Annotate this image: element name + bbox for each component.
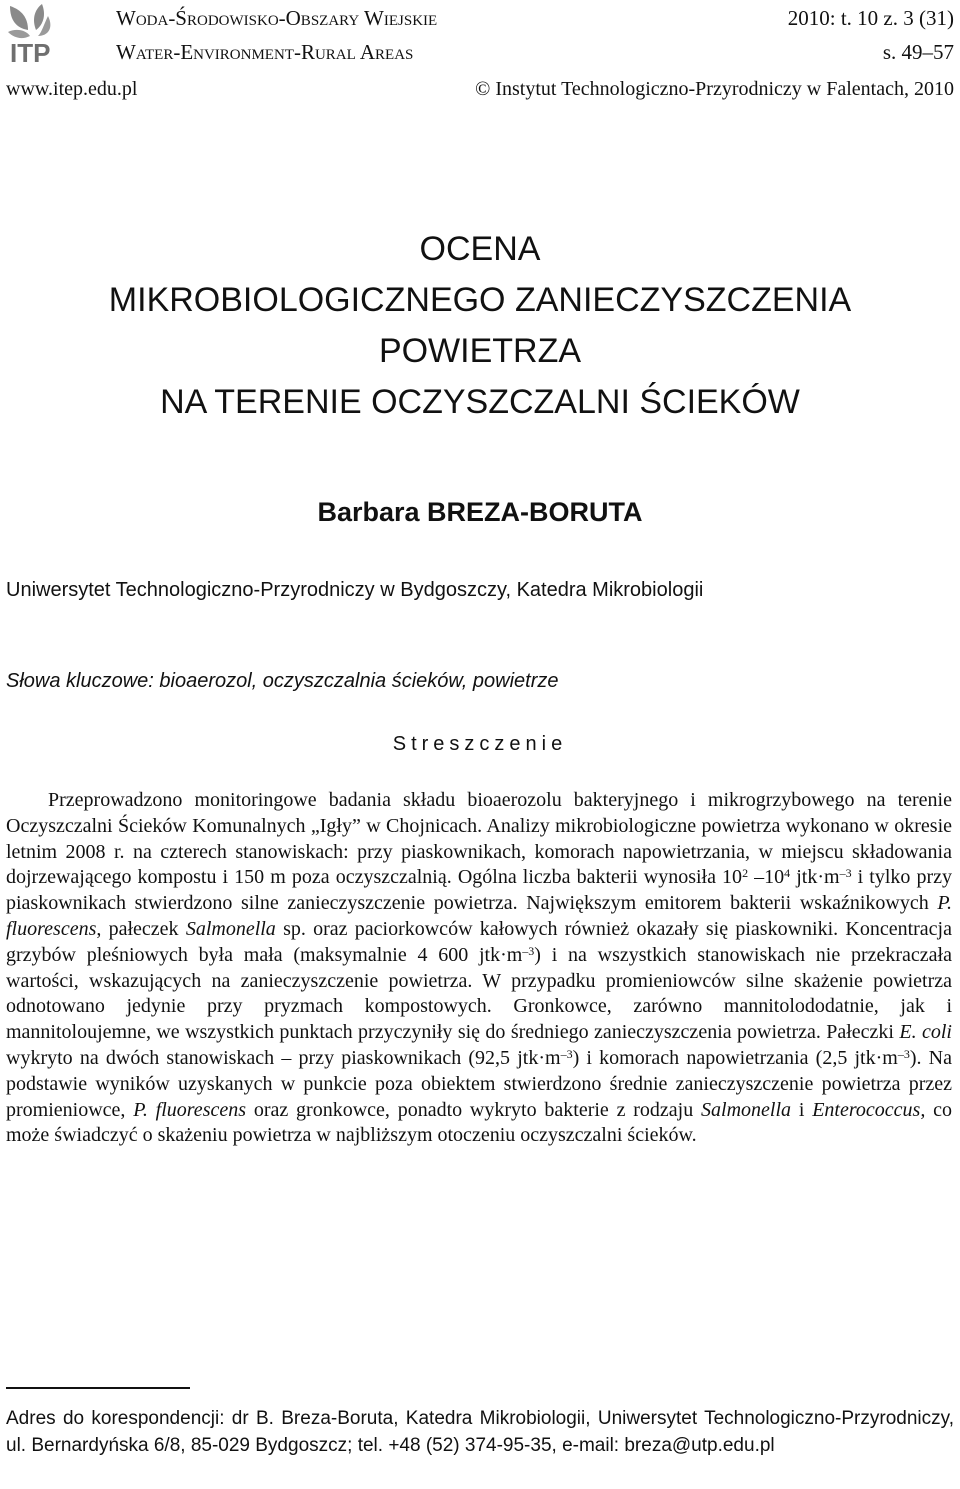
title-line: OCENA bbox=[419, 230, 541, 268]
website-link[interactable]: www.itep.edu.pl bbox=[6, 78, 138, 100]
title-line: MIKROBIOLOGICZNEGO ZANIECZYSZCZENIA bbox=[108, 281, 852, 319]
journal-title-pl: Woda-Środowisko-Obszary Wiejskie bbox=[116, 6, 438, 30]
logo-text: ITP bbox=[10, 38, 51, 66]
journal-volume: 2010: t. 10 z. 3 (31) bbox=[787, 6, 954, 30]
keywords: Słowa kluczowe: bioaerozol, oczyszczalnia ścieków, powietrze bbox=[6, 670, 559, 692]
footnote-divider bbox=[6, 1387, 190, 1389]
affiliation: Uniwersytet Technologiczno-Przyrodniczy w Bydgoszczy, Katedra Mikrobiologii bbox=[6, 579, 704, 601]
copyright-notice: © Instytut Technologiczno-Przyrodniczy w Falentach, 2010 bbox=[475, 78, 954, 100]
author-name: Barbara BREZA-BORUTA bbox=[317, 497, 643, 527]
title-line: NA TERENIE OCZYSZCZALNI ŚCIEKÓW bbox=[160, 383, 800, 421]
abstract-paragraph: Przeprowadzono monitoringowe badania składu bioaerozolu bakteryjnego i mikrogrzybowego na terenie Oczyszczalni Ścieków Komunalnych „Igły” w Chojnicach. Analizy mikrobiologiczne powietrza wykonano w okresie letnim 2008 r. na czterech stanowiskach: przy piaskownikach, komorach napowietrzania, w miejscu składowania dojrzewającego kompostu i 150 m poza oczyszczalnią. Ogólna liczba bakterii wynosiła $10^2$ $-10^4$ $jtk\cdot m^{-3}$ i tylko przy piaskownikach stwierdzono silne zanieczyszczenie powietrza. Największym emitorem bakterii wskaźnikowych P. fluorescens, pałeczek Salmonella sp. oraz paciorkowców kałowych również okazały się piaskowniki. Koncentracja grzybów pleśniowych była mała (maksymalnie 4 600 $jtk\cdot m^{-3}$) i na wszystkich stanowiskach nie przekraczała wartości, wskazujących na zanieczyszczenie powietrza. W przypadku promieniowców silne skażenie powietrza odnotowano jedynie przy pryzmach kompostowych. Gronkowce, zarówno mannitolododatnie, jak i mannitoloujemne, we wszystkich punktach przyczyniły się do średniego zanieczyszczenia powietrza. Pałeczki E. coli wykryto na dwóch stanowiskach – przy piaskownikach (92,5 $jtk\cdot m^{-3}$) i komorach napowietrzania (2,5 $jtk\cdot m^{-3}$). Na podstawie wyników uzyskanych w punkcie poza obiektem stwierdzono średnie zanieczyszczenie powietrza przez promieniowce, P. fluorescens oraz gronkowce, ponadto wykryto bakterie z rodzaju Salmonella i Enterococcus, co może świadczyć o skażeniu powietrza w najbliższym otoczeniu oczyszczalni ścieków. bbox=[6, 789, 953, 1147]
article-title bbox=[0, 224, 960, 428]
title-line: POWIETRZA bbox=[378, 332, 582, 370]
journal-pages: s. 49–57 bbox=[882, 40, 954, 64]
journal-title-en: Water-Environment-Rural Areas bbox=[116, 40, 414, 64]
summary-heading: Streszczenie bbox=[392, 733, 568, 755]
correspondence-footnote: Adres do korespondencji: dr B. Breza-Boruta, Katedra Mikrobiologii, Uniwersytet Technologiczno-Przyrodniczy, ul. Bernardyńska 6/8, 85-029 Bydgoszcz; tel. +48 (52) 374-95-35, e-mail: breza@utp.edu.pl bbox=[6, 1408, 954, 1456]
abstract bbox=[6, 788, 952, 1149]
itp-logo bbox=[4, 2, 88, 66]
